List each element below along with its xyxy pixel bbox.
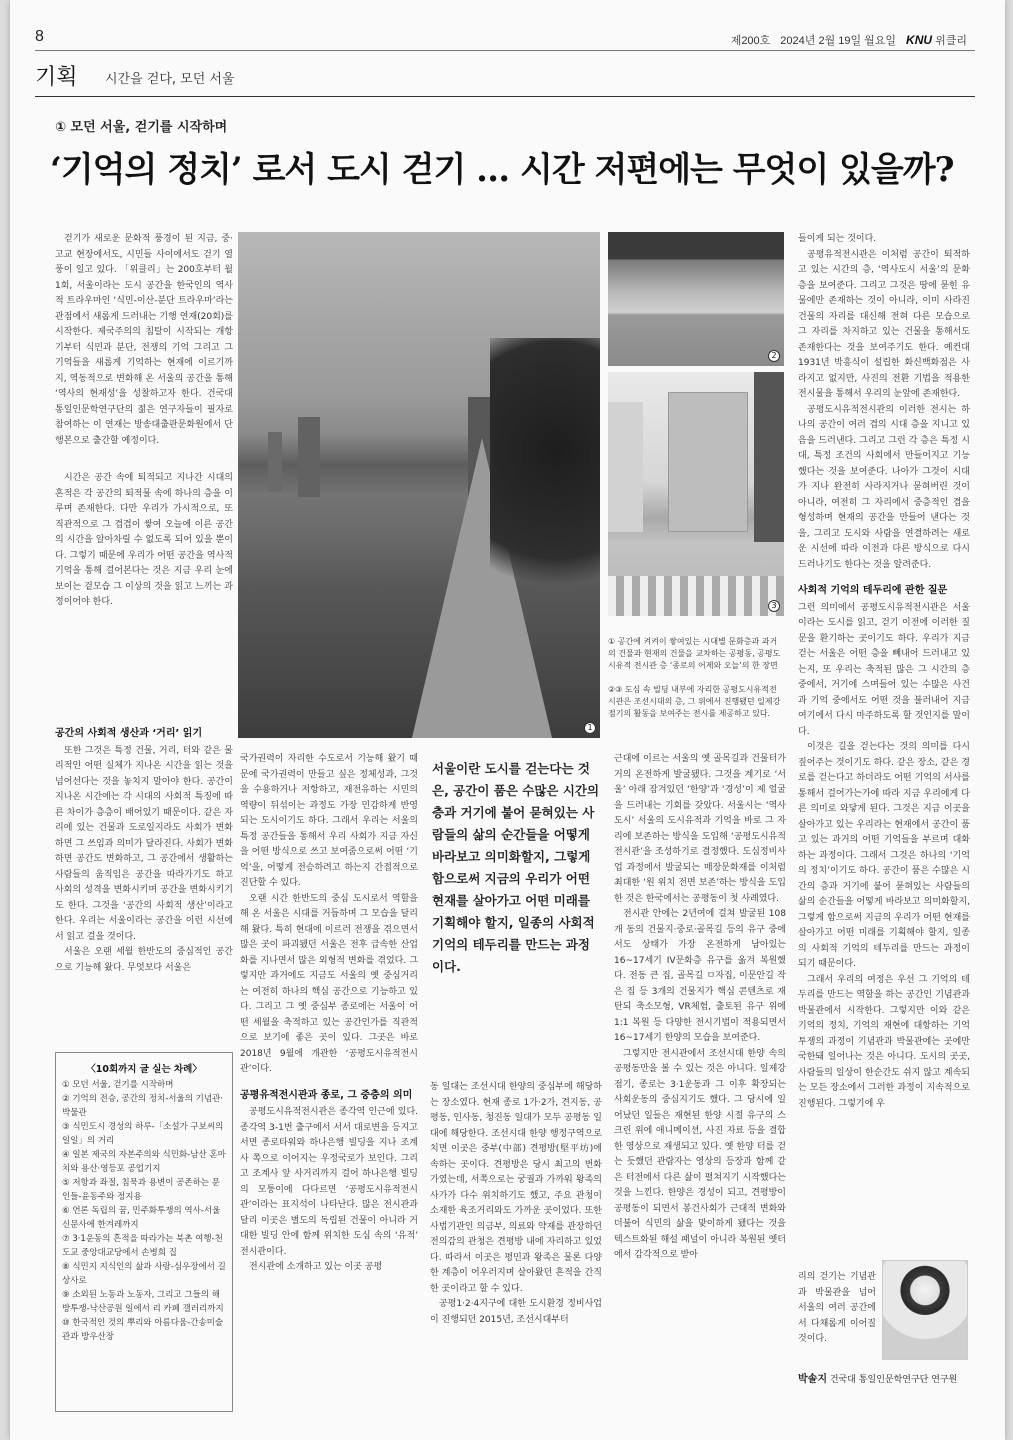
body-paragraph: 오랜 시간 한반도의 중심 도시로서 역할을 해 온 서울은 시대를 거듭하며 그 모습을 달리해 왔다. 특히 현대에 이르러 전쟁을 겪으면서 많은 곳이 파괴됐던 서울은 전후 급속한 산업화를 지나면서 많은 외형적 변화를 겪었다. 그렇지만 과거에도 지금도 서울의 옛 중심거리는 여전히 하나의 핵심 공간으로 기능하고 있다. 그리고 그 옛 중심부 종로에는 서울이 어떤 세월을 축적하고 있는 공간인가를 직관적으로 보기에 좋은 곳이 있다. 그곳은 바로 2018년 9월에 개관한 ‘공평도시유적전시관’이다.: [240, 893, 418, 1074]
section-subtitle: 시간을 걷다, 모던 서울: [105, 72, 235, 87]
author-affiliation: 건국대 통일인문학연구단 연구원: [829, 1375, 958, 1385]
article-headline: ‘기억의 정치’ 로서 도시 걷기 … 시간 저편에는 무엇이 있을까?: [50, 150, 954, 190]
body-paragraph: 그런 의미에서 공평도시유적전시관은 서울이라는 도시를 읽고, 걷기 이전에 이러한 질문을 환기하는 곳이기도 하다. 우리가 지금 걷는 서울은 어떤 층을 빼내어 드러내고 있는지, 또 우리는 축적된 많은 그 시간의 층 중에서, 거기에 스며들어 있는 수많은 사건과 기억 중에서도 어떤 것을 불러내어 지금 여기에서 다시 마주하도록 할 것인지를 말이다.: [798, 602, 970, 737]
photo-exhibition-hall: [608, 232, 784, 366]
body-paragraph: 전시관에 소개하고 있는 이곳 공평: [249, 1262, 383, 1272]
series-item: ⑧ 식민지 지식인의 삶과 사랑-심우장에서 길상사로: [62, 1262, 226, 1286]
author-portrait: [882, 1260, 968, 1360]
photo-street-crossing: [608, 372, 784, 616]
body-paragraph: 동 일대는 조선시대 한양의 중심부에 해당하는 장소였다. 현재 종로 1가·2가, 견지동, 공평동, 인사동, 청진동 일대가 모두 공평동 일대에 해당한다. 조선시대 한양 행정구역으로 치면 이곳은 중부(中部) 견평방(堅平坊)에 속하는 곳이다. 견평방은 당시 최고의 번화가였는데, 서쪽으로는 궁궐과 가까워 왕족의 사가가 다수 위치하기도 했고, 주요 관청이 소재한 육조거리와도 가까운 곳이었다. 또한 사법기관인 의금부, 의료와 약재를 관장하던 전의감의 관청은 견평방 내에 자리하고 있었다. 따라서 이곳은 평민과 왕족은 물론 다양한 계층이 어우러지며 살아왔던 흔적을 간직한 곳이라고 할 수 있다.: [430, 1082, 602, 1294]
pull-quote: 서울이란 도시를 걷는다는 것은, 공간이 품은 수많은 시간의 층과 거기에 붙어 묻혀있는 사람들의 삶의 순간들을 어떻게 바라보고 의미화할지, 그렇게 함으로써 지금의 우리가 어떤 현재를 살아가고 어떤 미래를 기획해야 할지, 일종의 사회적 기억의 테두리를 만드는 과정이다.: [432, 761, 600, 974]
subheading: 사회적 기억의 테두리에 관한 질문: [798, 585, 948, 596]
body-paragraph: 공평1·2·4지구에 대한 도시환경 정비사업이 진행되던 2015년, 조선시대부터: [430, 1299, 602, 1325]
photo-caption-2: ②③ 도심 속 빌딩 내부에 자리한 공평도시유적전시관은 조선시대의 층, 그 위에서 진행됐던 일제강점기의 활동을 보여주는 전시를 제공하고 있다.: [608, 685, 781, 718]
photo-number-1: 1: [584, 722, 596, 734]
photo-caption-1: ① 공간에 켜켜이 쌓여있는 시대별 문화층과 과거의 건물과 현재의 건물을 교차하는 공평동, 공평도시유적 전시관 층 ‘종로의 어제와 오늘’의 한 장면: [608, 637, 781, 670]
section-name: 기획: [35, 65, 78, 90]
series-item: ④ 일본 제국의 자본주의와 식민화-남산 혼마치와 용산·영등포 공업기지: [62, 1150, 226, 1174]
body-paragraph: 국가권력이 자리한 수도로서 기능해 왔기 때문에 국가권력이 만들고 싶은 정체성과, 그것을 수용하거나 저항하고, 재전유하는 시민의 역량이 뒤섞이는 과정도 가장 민감하게 반영되는 도시이기도 하다. 그래서 우리는 서울의 특정 공간들을 통해서 우리 사회가 지금 자신을 어떤 방식으로 쓰고 보여줌으로써 어떤 ‘기억’을, 어떻게 전승하려고 하는지 간접적으로 진단할 수 있다.: [240, 754, 418, 888]
page-number: 8: [35, 28, 44, 45]
brand-sub: 위클리: [935, 35, 967, 47]
body-paragraph: 서울은 오랜 세월 한반도의 중심적인 공간으로 기능해 왔다. 무엇보다 서울은: [55, 947, 233, 973]
issue-date: 2024년 2월 19일 월요일: [780, 35, 897, 47]
column-5: [798, 232, 970, 1342]
author-byline: [798, 1370, 978, 1385]
series-item: ① 모던 서울, 걷기를 시작하며: [62, 1080, 174, 1090]
column-1-top: [55, 232, 233, 742]
series-item: ② 기억의 전승, 공간의 정치-서울의 기념관·박물관: [62, 1094, 223, 1118]
series-item: ⑦ 3·1운동의 흔적을 따라가는 북촌 여행-천도교 중앙대교당에서 손병희 집: [62, 1234, 223, 1258]
column-3: [430, 1080, 602, 1412]
subheading: 공평유적전시관과 종로, 그 중층의 의미: [240, 1089, 413, 1101]
body-paragraph: 공평도시유적전시관의 이러한 전시는 하나의 공간이 여러 겹의 시대 층을 지니고 있음을 드러낸다. 그리고 그런 각 층은 특정 시대, 특정 조건의 사회에서 만들어지고 기능했다는 것을 보여준다. 나아가 그것이 시대가 지나 완전히 사라지거나 묻혀버린 것이 아니라, 여전히 그 자리에서 중층적인 겹을 형성하며 현재의 공간을 만들어 낸다는 것을, 그리고 도시와 사람을 연결하려는 새로운 시선에 따라 이전과 다른 방식으로 다시 드러나기도 한다는 것을 알려준다.: [798, 404, 970, 570]
photo-aerial-seoul: [238, 232, 600, 738]
body-paragraph: 이것은 길을 걷는다는 것의 의미를 다시 짚어주는 것이기도 하다. 같은 장소, 같은 경로를 걷는다고 하더라도 어떤 기억의 서사를 통해서 걸어가는가에 따라 지금 우리에게 다른 의미로 와닿게 된다. 그것은 지금 이곳을 살아가고 있는 우리라는 현재에서 공간이 품고 있는 과거의 어떤 기억들을 부르며 대화하는 과정이다. 그래서 그것은 하나의 ‘기억의 정치’이기도 하다. 공간이 품은 수많은 시간의 층과 거기에 붙어 묻혀있는 사람들의 삶의 순간들을 어떻게 바라보고 의미화할지, 그렇게 함으로써 지금의 우리가 어떤 현재를 살아가고 어떤 미래를 기획해야 할지, 일종의 사회적 기억의 테두리를 만드는 과정이 되기 때문이다.: [798, 742, 970, 969]
photo-number-2: 2: [768, 350, 780, 362]
body-paragraph: 공평유적전시관은 이처럼 공간이 퇴적하고 있는 시간의 층, ‘역사도시 서울’의 문화층을 보여준다. 그리고 그것은 땅에 묻힌 유물에만 존재하는 것이 아니라, 이미 사라진 건물의 자리를 대신해 전혀 다른 모습으로 그 자리를 차지하고 있는 건물을 통해서도 존재한다는 것을 보여주기도 한다. 예컨대 1931년 박흥식이 설립한 화신백화점은 사라지고 없지만, 사진의 전환 기법을 적용한 전시물을 통해서 우리의 눈앞에 존재한다.: [798, 249, 970, 399]
masthead: [731, 32, 967, 48]
column-2: [240, 752, 418, 1412]
newspaper-page: [10, 0, 1005, 1440]
series-intro: 걷기가 새로운 문화적 풍경이 된 지금, 중·고교 현장에서도, 시민들 사이에서도 걷기 열풍이 일고 있다. 「위클리」는 200호부터 월 1회, 서울이라는 도시 공간을 한국인의 역사적 트라우마인 ‘식민-이산-분단 트라우마’라는 관점에서 새롭게 드러내는 기행 연재(20회)를 시작한다. 제국주의의 침탈이 시작되는 개항기부터 식민과 분단, 전쟁의 기억 그리고 그 기억들을 새롭게 기억하는 현재에 이르기까지, 역동적으로 변화해 온 서울의 공간을 통해 ‘역사의 현재성’을 성찰하고자 한다. 건국대 통일인문학연구단의 젊은 연구자들이 필자로 참여하는 이 연재는 방송대출판문화원에서 단행본으로 출간할 예정이다.: [55, 234, 233, 446]
photo-number-3: 3: [768, 600, 780, 612]
subheading: 공간의 사회적 생산과 ‘거리’ 읽기: [55, 728, 203, 739]
series-list: [62, 1078, 226, 1344]
body-paragraph: 공평도시유적전시관은 종각역 인근에 있다. 종각역 3-1번 출구에서 서서 대로변을 등지고 서면 종로타워와 하나은행 빌딩을 지나 조계사 쪽으로 이어지는 우정국로가 보인다. 그리고 조계사 앞 사거리까지 걸어 하나은행 빌딩의 모퉁이에 다다르면 ‘공평도시유적전시관’이라는 표지석이 나타난다. 많은 전시관과 달리 이곳은 별도의 독립된 건물이 아니라 거대한 빌딩 안에 함께 위치한 도심 속의 ‘유적’ 전시관이다.: [240, 1107, 418, 1257]
series-item: ⑨ 소외된 노동과 노동자, 그리고 그들의 해방투쟁-낙산공원 일에서 리 카페 갤러리까지: [62, 1290, 224, 1314]
body-paragraph: 시간은 공간 속에 퇴적되고 지나간 시대의 흔적은 각 공간의 퇴적물 속에 하나의 층을 이루며 존재한다. 다만 우리가 가시적으로, 또 직관적으로 그 겹겹이 쌓여 오늘에 이른 공간의 시간을 알아차릴 수 없도록 되어 있을 뿐이다. 그렇기 때문에 우리가 어떤 공간을 역사적 기억을 통해 걸어본다는 것은 지금 우리 눈에 보이는 겉모습 그 이상의 것을 읽고 느끼는 과정이어야 한다.: [55, 473, 233, 607]
article-kicker: ① 모던 서울, 걷기를 시작하며: [55, 120, 228, 135]
author-name: 박솔지: [798, 1374, 827, 1385]
top-divider: [35, 50, 975, 51]
body-paragraph: 그렇지만 전시관에서 조선시대 한양 속의 공평동만을 볼 수 있는 것은 아니다. 일제강점기, 종로는 3·1운동과 그 이후 확장되는 사회운동의 중심지기도 했다. 그 당시에 일어났던 일들은 재현된 한양 시절 유구의 스크린 위에 애니메이션, 사진 자료 등을 결합한 영상으로 재생되고 있다. 옛 한양 터를 걷는 듯했던 관람자는 영상의 등장과 함께 같은 터전에서 다른 삶이 펼쳐지기 시작했다는 것을 느낀다. 한양은 경성이 되고, 견평방이 공평동이 되면서 봉건사회가 근대적 변화와 더불어 식민의 삶을 맞이하게 됐다는 것을 텍스트화된 해설 패널이 아니라 복원된 옛터에서 감각적으로 받아: [614, 1048, 786, 1260]
brand-logo: KNU: [906, 33, 933, 47]
body-paragraph: 리의 걷기는 기념관과 박물관을 넘어 서울의 여러 공간에서 다채롭게 이어질 것이다.: [798, 1272, 876, 1344]
body-paragraph: 근대에 이르는 서울의 옛 골목길과 건물터가 거의 온전하게 발굴됐다. 그것을 계기로 ‘서울’ 아래 잠겨있던 ‘한양’과 ‘경성’이 제 얼굴을 드러내는 기회를 갖았다. 서울시는 ‘역사도시’ 서울의 도시유적과 기억을 바로 그 자리에 보존하는 방식을 도입해 ‘공평도시유적전시관’을 조성하기로 결정했다. 도심정비사업 과정에서 발굴되는 매장문화재를 이처럼 최대한 ‘원 위치 전면 보존’하는 방식을 도입한 것은 한국에서는 공평동이 첫 사례였다.: [614, 754, 786, 904]
series-item: ⑩ 한국적인 것의 뿌리와 아름다움-간송미술관과 방우산장: [62, 1318, 224, 1342]
body-paragraph: 전시관 안에는 2년여에 걸쳐 발굴된 108개 동의 건물지·중로·골목길 등의 유구 중에서도 상태가 가장 온전하게 남아있는 16~17세기 IV문화층 유구를 옮겨 복원했다. 전동 큰 집, 골목길 ㅁ자집, 이문안길 작은 집 등 3개의 건물지가 핵심 콘텐츠로 재탄되 축소모형, VR체험, 출토된 유구 위에 1:1 복원 등 다양한 전시기법이 적용되면서 16~17세기 한양의 모습을 보여준다.: [614, 909, 786, 1043]
column-5-wrap: [798, 1270, 876, 1360]
series-list-title: 〈10회까지 글 실는 차례〉: [86, 1064, 202, 1075]
series-item: ③ 식민도시 경성의 하루-「소설가 구보씨의 일일」의 거리: [62, 1122, 224, 1146]
series-item: ⑥ 언론 독립의 꿈, 민주화투쟁의 역사-서울신문사에 한겨레까지: [62, 1206, 221, 1230]
column-1-bottom: [55, 720, 233, 1050]
series-list-box: [55, 1052, 233, 1412]
column-4: [614, 752, 786, 1412]
issue-number: 제200호: [730, 35, 771, 47]
series-item: ⑤ 저항과 좌절, 침묵과 용변이 공존하는 문인들-윤동주와 정지용: [62, 1178, 220, 1202]
section-divider: [35, 96, 975, 97]
body-paragraph: 들이게 되는 것이다.: [798, 234, 877, 244]
body-paragraph: 또한 그것은 특정 건물, 거리, 터와 같은 물리적인 어떤 실체가 지나온 시간을 읽는 것을 넘어선다는 것을 놓치지 말아야 한다. 공간이 지나온 시간에는 각 시대의 사회적 특징에 따른 차이가 층층이 배어있기 때문이다. 같은 자리에 있는 건물과 도로일지라도 사회가 변화하면 그 쓰임과 의미가 달라진다. 사회가 변화하면 공간도 변화하고, 그 공간에서 생활하는 사람들의 움직임은 공간을 따라가기도 하고 사회의 성격을 변화시키며 공간을 변화시키기도 한다. 그것을 ‘공간의 사회적 생산’이라고 한다. 우리는 서울이라는 공간을 이런 시선에서 읽고 걸을 것이다.: [55, 745, 233, 942]
body-paragraph: 그래서 우리의 여정은 우선 그 기억의 테두리를 만드는 역할을 하는 공간인 기념관과 박물관에서 시작한다. 그렇지만 이와 같은 기억의 정치, 기억의 재현에 대항하는 기억투쟁의 과정이 기념관과 박물관에는 곳에만 국한돼 일어나는 것은 아니다. 도시의 곳곳, 사람들의 일상이 한순간도 쉬지 않고 계속되는 모든 장소에서 그러한 과정이 지속적으로 진행된다. 그렇기에 우: [798, 974, 970, 1109]
